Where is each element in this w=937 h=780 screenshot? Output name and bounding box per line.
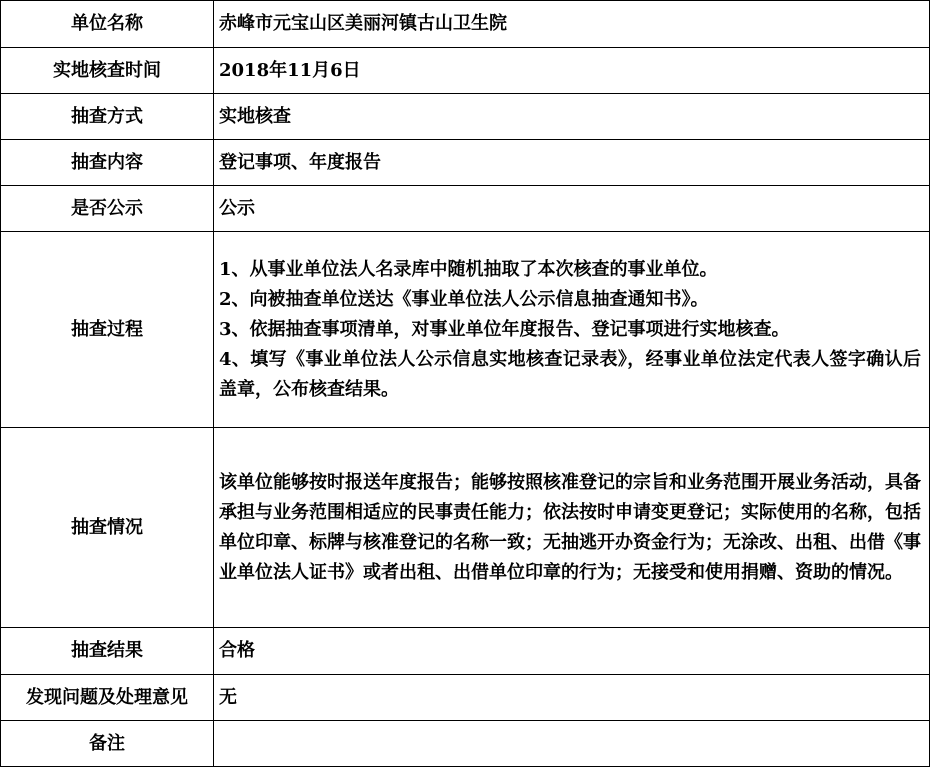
table-row bbox=[1, 1, 930, 48]
table-row bbox=[1, 232, 930, 428]
row-label-inspection-date: 实地核查时间 bbox=[1, 48, 214, 94]
table-row bbox=[1, 675, 930, 721]
row-value-inspection-method: 实地核查 bbox=[214, 94, 930, 140]
process-step: 2、向被抽查单位送达《事业单位法人公示信息抽查通知书》。 bbox=[219, 288, 709, 310]
row-label-unit-name: 单位名称 bbox=[1, 1, 214, 48]
row-label-inspection-result: 抽查结果 bbox=[1, 628, 214, 675]
row-label-inspection-method: 抽查方式 bbox=[1, 94, 214, 140]
process-step: 3、依据抽查事项清单，对事业单位年度报告、登记事项进行实地核查。 bbox=[219, 318, 790, 340]
row-label-inspection-process: 抽查过程 bbox=[1, 232, 214, 428]
process-step: 1、从事业单位法人名录库中随机抽取了本次核查的事业单位。 bbox=[219, 258, 718, 280]
row-value-inspection-result: 合格 bbox=[214, 628, 930, 675]
row-value-inspection-content: 登记事项、年度报告 bbox=[214, 140, 930, 186]
table-row bbox=[1, 140, 930, 186]
row-value-inspection-date: 2018年11月6日 bbox=[214, 48, 930, 94]
row-value-unit-name: 赤峰市元宝山区美丽河镇古山卫生院 bbox=[214, 1, 930, 48]
table-row bbox=[1, 428, 930, 628]
row-label-publicized: 是否公示 bbox=[1, 186, 214, 232]
table-row bbox=[1, 186, 930, 232]
table-row bbox=[1, 48, 930, 94]
process-step: 4、填写《事业单位法人公示信息实地核查记录表》，经事业单位法定代表人签字确认后盖章，公布核查结果。 bbox=[219, 348, 921, 400]
table-row bbox=[1, 94, 930, 140]
row-label-inspection-status: 抽查情况 bbox=[1, 428, 214, 628]
row-value-issues-and-opinion: 无 bbox=[214, 675, 930, 721]
row-label-issues-and-opinion: 发现问题及处理意见 bbox=[1, 675, 214, 721]
row-value-inspection-status: 该单位能够按时报送年度报告；能够按照核准登记的宗旨和业务范围开展业务活动，具备承担与业务范围相适应的民事责任能力；依法按时申请变更登记；实际使用的名称，包括单位印章、标牌与核准登记的名称一致；无抽逃开办资金行为；无涂改、出租、出借《事业单位法人证书》或者出租、出借单位印章的行为；无接受和使用捐赠、资助的情况。 bbox=[214, 428, 930, 628]
table-row bbox=[1, 628, 930, 675]
row-value-remarks bbox=[214, 721, 930, 767]
row-value-publicized: 公示 bbox=[214, 186, 930, 232]
table-row bbox=[1, 721, 930, 767]
row-value-inspection-process bbox=[214, 232, 930, 428]
row-label-remarks: 备注 bbox=[1, 721, 214, 767]
row-label-inspection-content: 抽查内容 bbox=[1, 140, 214, 186]
